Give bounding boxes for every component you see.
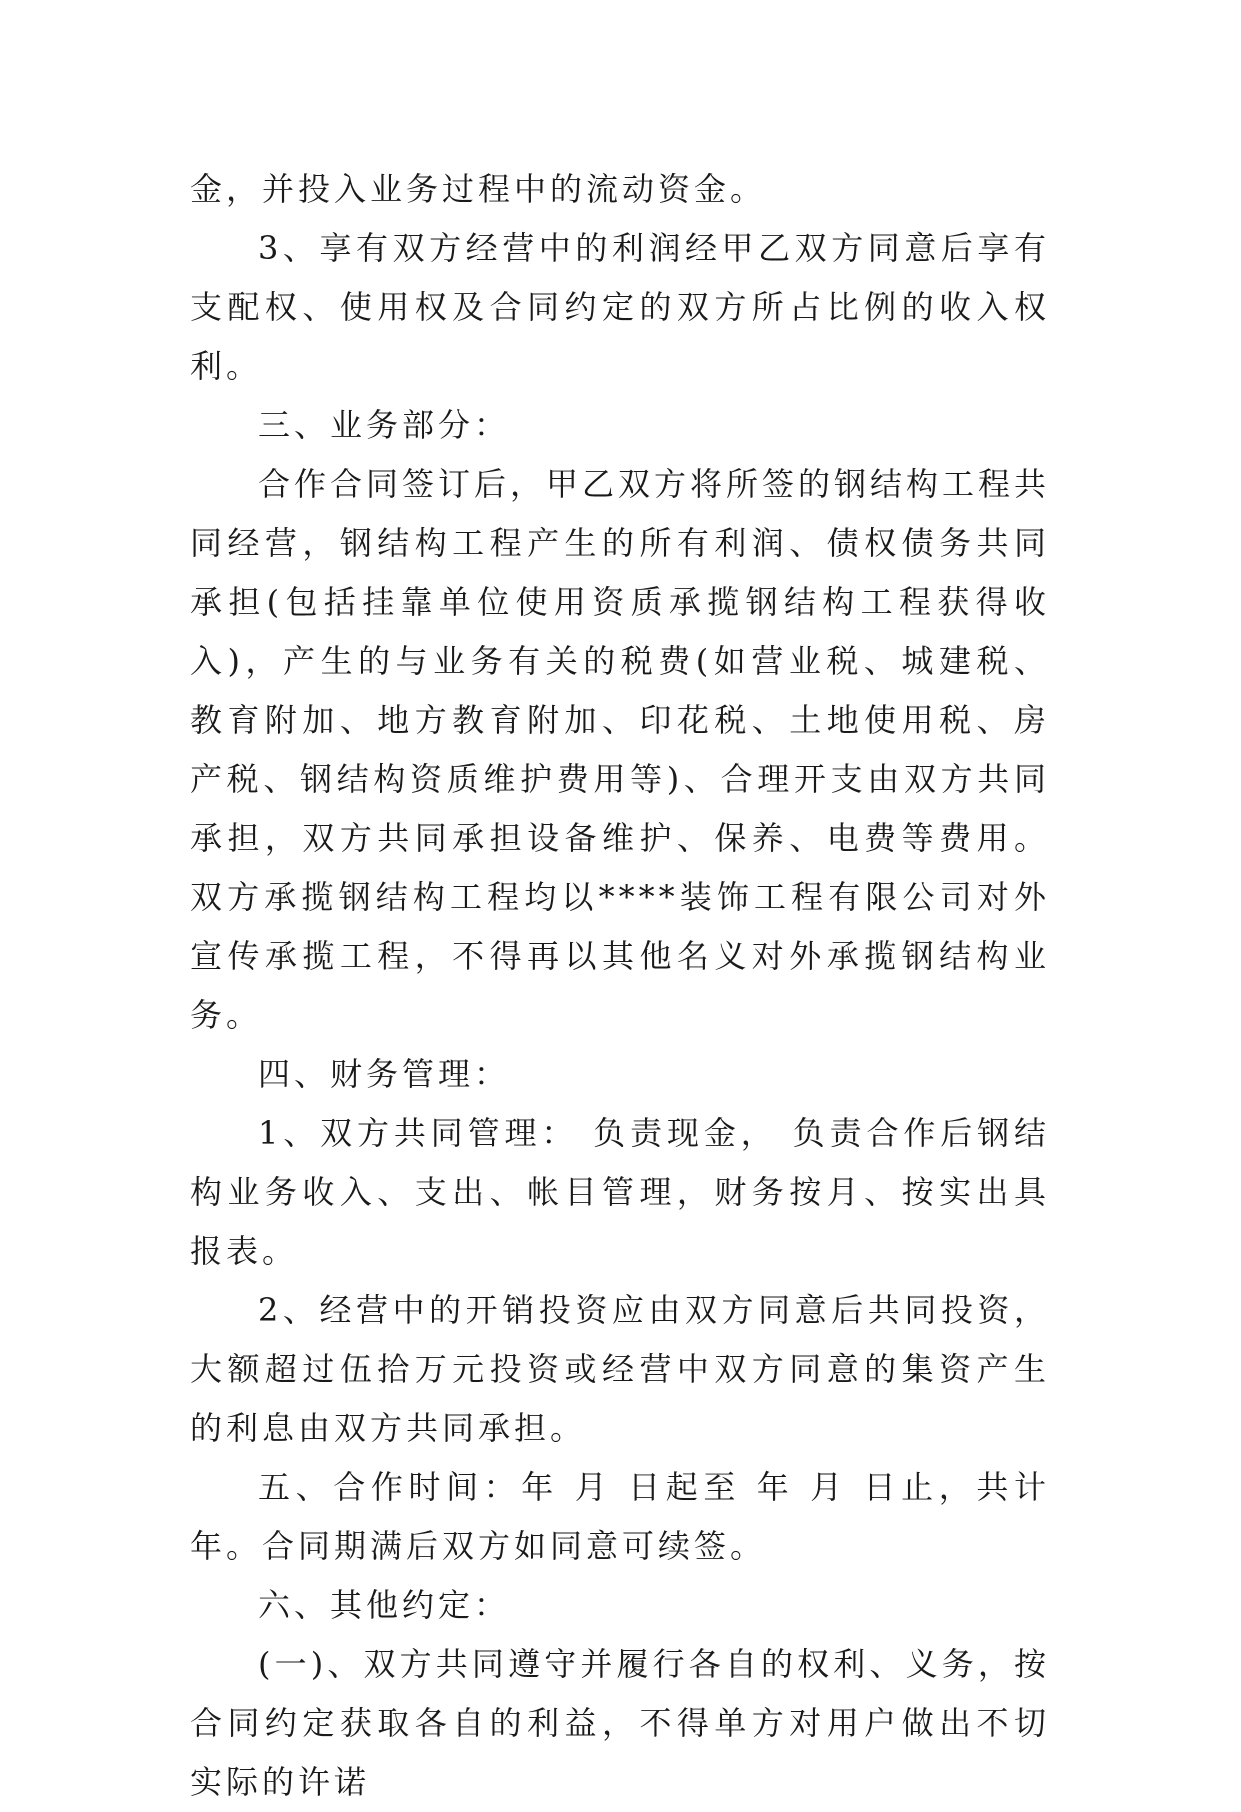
paragraph-joint-management: 1、双方共同管理： 负责现金， 负责合作后钢结构业务收入、支出、帐目管理，财务按月、按实出具报表。 xyxy=(190,1114,1050,1270)
paragraph-funds-continuation: 金，并投入业务过程中的流动资金。 xyxy=(190,170,767,208)
paragraph-other-agreement-1: (一)、双方共同遵守并履行各自的权利、义务，按合同约定获取各自的利益，不得单方对用户做出不切实际的许诺 xyxy=(190,1645,1050,1801)
paragraph-profit-rights: 3、享有双方经营中的利润经甲乙双方同意后享有支配权、使用权及合同约定的双方所占比例的收入权利。 xyxy=(190,229,1050,385)
paragraph-joint-investment: 2、经营中的开销投资应由双方同意后共同投资，大额超过伍拾万元投资或经营中双方同意的集资产生的利息由双方共同承担。 xyxy=(190,1291,1050,1447)
paragraph-cooperation-period: 五、合作时间：年 月 日起至 年 月 日止，共计 年。合同期满后双方如同意可续签。 xyxy=(190,1468,1050,1565)
heading-other-agreements: 六、其他约定： xyxy=(258,1586,511,1624)
document-body xyxy=(190,160,1050,1812)
heading-business-section: 三、业务部分： xyxy=(258,406,511,444)
heading-finance-section: 四、财务管理： xyxy=(258,1055,511,1093)
paragraph-business-terms: 合作合同签订后，甲乙双方将所签的钢结构工程共同经营，钢结构工程产生的所有利润、债权债务共同承担(包括挂靠单位使用资质承揽钢结构工程获得收入)，产生的与业务有关的税费(如营业税、城建税、教育附加、地方教育附加、印花税、土地使用税、房产税、钢结构资质维护费用等)、合理开支由双方共同承担，双方共同承担设备维护、保养、电费等费用。双方承揽钢结构工程均以****装饰工程有限公司对外宣传承揽工程，不得再以其他名义对外承揽钢结构业务。 xyxy=(190,465,1051,1034)
